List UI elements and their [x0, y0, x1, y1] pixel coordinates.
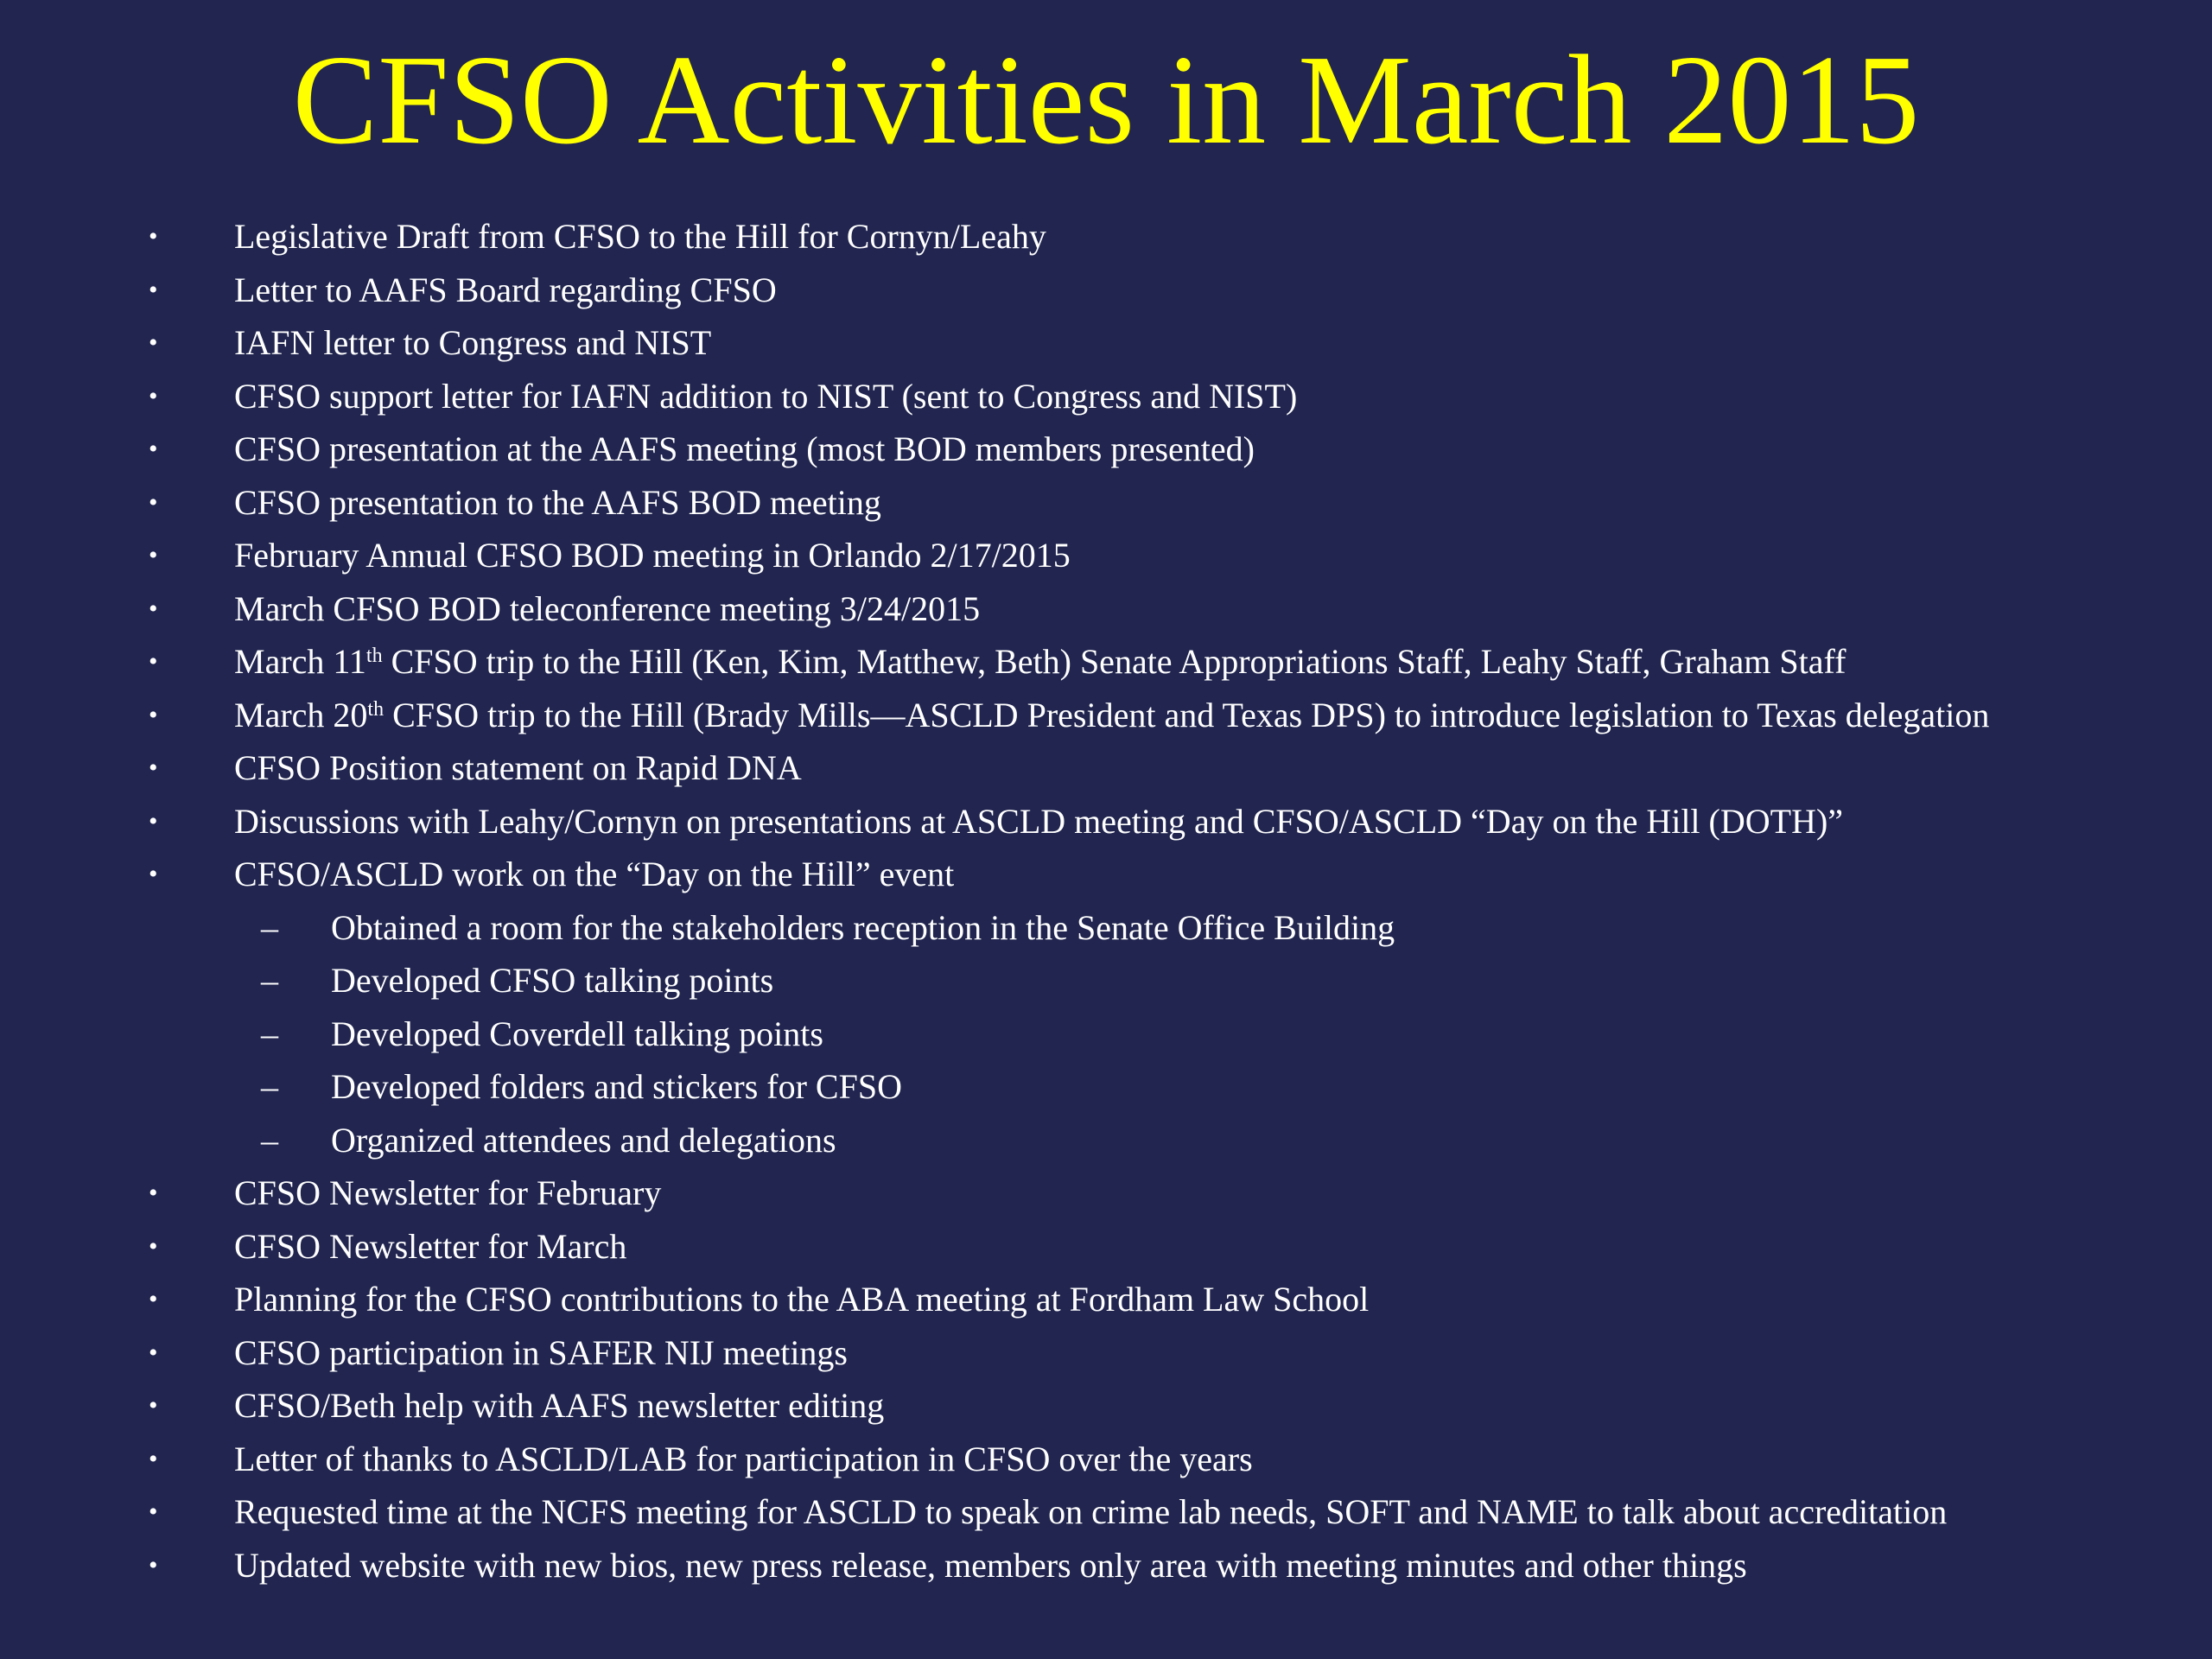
bullet-marker: • [149, 1285, 158, 1313]
text-segment: CFSO trip to the Hill (Brady Mills—ASCLD President and Texas DPS) to introduce legislation to Texas delegation [384, 695, 1990, 734]
list-item-text [234, 1539, 1747, 1592]
list-item-text [234, 795, 1843, 849]
text-segment: Letter of thanks to ASCLD/LAB for participation in CFSO over the years [234, 1439, 1253, 1478]
ordinal-suffix: th [365, 645, 383, 667]
text-segment: March CFSO BOD teleconference meeting 3/24/2015 [234, 588, 981, 628]
dash-marker: – [261, 1120, 278, 1160]
list-item [0, 582, 2212, 636]
list-item-text [234, 1379, 884, 1433]
text-segment: Developed Coverdell talking points [331, 1014, 823, 1053]
list-item [0, 635, 2212, 689]
bullet-marker: • [149, 594, 158, 623]
list-item-text [234, 476, 881, 530]
slide-title: CFSO Activities in March 2015 [292, 29, 1920, 171]
bullet-marker: • [149, 1179, 158, 1207]
text-segment: Legislative Draft from CFSO to the Hill for Cornyn/Leahy [234, 217, 1046, 256]
bullet-marker: • [149, 1497, 158, 1526]
list-item-text [234, 1485, 1947, 1539]
dash-marker: – [261, 907, 278, 947]
list-item-text [234, 1326, 848, 1380]
list-item [0, 316, 2212, 370]
dash-marker: – [261, 1067, 278, 1106]
list-item [0, 1326, 2212, 1380]
bullet-marker: • [149, 435, 158, 463]
sub-list-item [0, 1007, 2212, 1061]
list-item [0, 689, 2212, 742]
text-segment: Developed CFSO talking points [331, 961, 774, 1000]
sub-list-item [0, 1060, 2212, 1114]
text-segment: Organized attendees and delegations [331, 1120, 836, 1160]
activity-list [0, 210, 2212, 1592]
text-segment: Planning for the CFSO contributions to the ABA meeting at Fordham Law School [234, 1280, 1370, 1319]
bullet-marker: • [149, 753, 158, 782]
text-segment: CFSO presentation at the AAFS meeting (most BOD members presented) [234, 429, 1255, 468]
list-item-text [234, 1273, 1369, 1326]
bullet-marker: • [149, 541, 158, 569]
list-item [0, 848, 2212, 901]
text-segment: CFSO Position statement on Rapid DNA [234, 748, 802, 787]
bullet-marker: • [149, 860, 158, 888]
list-item-text [234, 370, 1297, 423]
text-segment: CFSO/ASCLD work on the “Day on the Hill” event [234, 855, 955, 893]
bullet-marker: • [149, 275, 158, 304]
text-segment: March 20 [234, 695, 368, 734]
bullet-marker: • [149, 1391, 158, 1420]
text-segment: CFSO/Beth help with AAFS newsletter editing [234, 1386, 885, 1425]
list-item-text [234, 1220, 626, 1274]
list-item-text [234, 1433, 1253, 1486]
text-segment: CFSO trip to the Hill (Ken, Kim, Matthew, Beth) Senate Appropriations Staff, Leahy Staff, Graham Staff [382, 642, 1847, 681]
list-item-text [234, 423, 1255, 476]
text-segment: CFSO Newsletter for February [234, 1173, 662, 1212]
list-item [0, 1273, 2212, 1326]
list-item-text [234, 741, 802, 795]
list-item-text [234, 316, 711, 370]
text-segment: Discussions with Leahy/Cornyn on presentations at ASCLD meeting and CFSO/ASCLD “Day on the Hill (DOTH)” [234, 801, 1844, 841]
list-item [0, 1485, 2212, 1539]
dash-marker: – [261, 961, 278, 1000]
bullet-marker: • [149, 1550, 158, 1580]
bullet-marker: • [149, 381, 158, 410]
list-item [0, 476, 2212, 530]
text-segment: CFSO participation in SAFER NIJ meetings [234, 1332, 848, 1372]
sub-list-item [0, 1114, 2212, 1167]
list-item-text [234, 1166, 661, 1220]
list-item [0, 1166, 2212, 1220]
list-item-text [234, 635, 1846, 689]
list-item-text [331, 1007, 823, 1061]
list-item [0, 1433, 2212, 1486]
bullet-marker: • [149, 1338, 158, 1367]
list-item [0, 1220, 2212, 1274]
ordinal-suffix: th [367, 697, 385, 721]
list-item [0, 370, 2212, 423]
sub-list-item [0, 954, 2212, 1007]
text-segment: Updated website with new bios, new press release, members only area with meeting minutes and other things [234, 1545, 1747, 1585]
text-segment: CFSO presentation to the AAFS BOD meeting [234, 482, 881, 522]
list-item-text [331, 1060, 902, 1114]
list-item [0, 795, 2212, 849]
list-item [0, 210, 2212, 264]
list-item-text [234, 689, 1989, 742]
text-segment: March 11 [234, 642, 366, 681]
list-item-text [234, 264, 777, 317]
list-item [0, 741, 2212, 795]
list-item-text [234, 529, 1071, 582]
list-item [0, 1379, 2212, 1433]
list-item-text [331, 901, 1395, 955]
text-segment: Letter to AAFS Board regarding CFSO [234, 270, 777, 309]
dash-marker: – [261, 1014, 278, 1053]
bullet-marker: • [149, 700, 158, 729]
list-item [0, 423, 2212, 476]
text-segment: Requested time at the NCFS meeting for ASCLD to speak on crime lab needs, SOFT and NAME to talk about accreditation [234, 1492, 1948, 1531]
bullet-marker: • [149, 806, 158, 836]
bullet-marker: • [149, 487, 158, 517]
bullet-marker: • [149, 328, 158, 357]
list-item-text [234, 848, 954, 901]
list-item-text [234, 210, 1046, 264]
text-segment: Obtained a room for the stakeholders reception in the Senate Office Building [331, 907, 1395, 947]
text-segment: CFSO Newsletter for March [234, 1226, 627, 1266]
list-item-text [331, 1114, 836, 1167]
list-item [0, 264, 2212, 317]
list-item-text [234, 582, 980, 636]
text-segment: Developed folders and stickers for CFSO [331, 1067, 902, 1106]
text-segment: February Annual CFSO BOD meeting in Orlando 2/17/2015 [234, 536, 1071, 575]
list-item [0, 1539, 2212, 1592]
text-segment: IAFN letter to Congress and NIST [234, 323, 712, 362]
list-item [0, 529, 2212, 582]
bullet-marker: • [149, 647, 158, 676]
list-item-text [331, 954, 773, 1007]
bullet-marker: • [149, 1444, 158, 1473]
bullet-marker: • [149, 1231, 158, 1261]
sub-list-item [0, 901, 2212, 955]
bullet-marker: • [149, 222, 158, 251]
text-segment: CFSO support letter for IAFN addition to NIST (sent to Congress and NIST) [234, 376, 1298, 416]
